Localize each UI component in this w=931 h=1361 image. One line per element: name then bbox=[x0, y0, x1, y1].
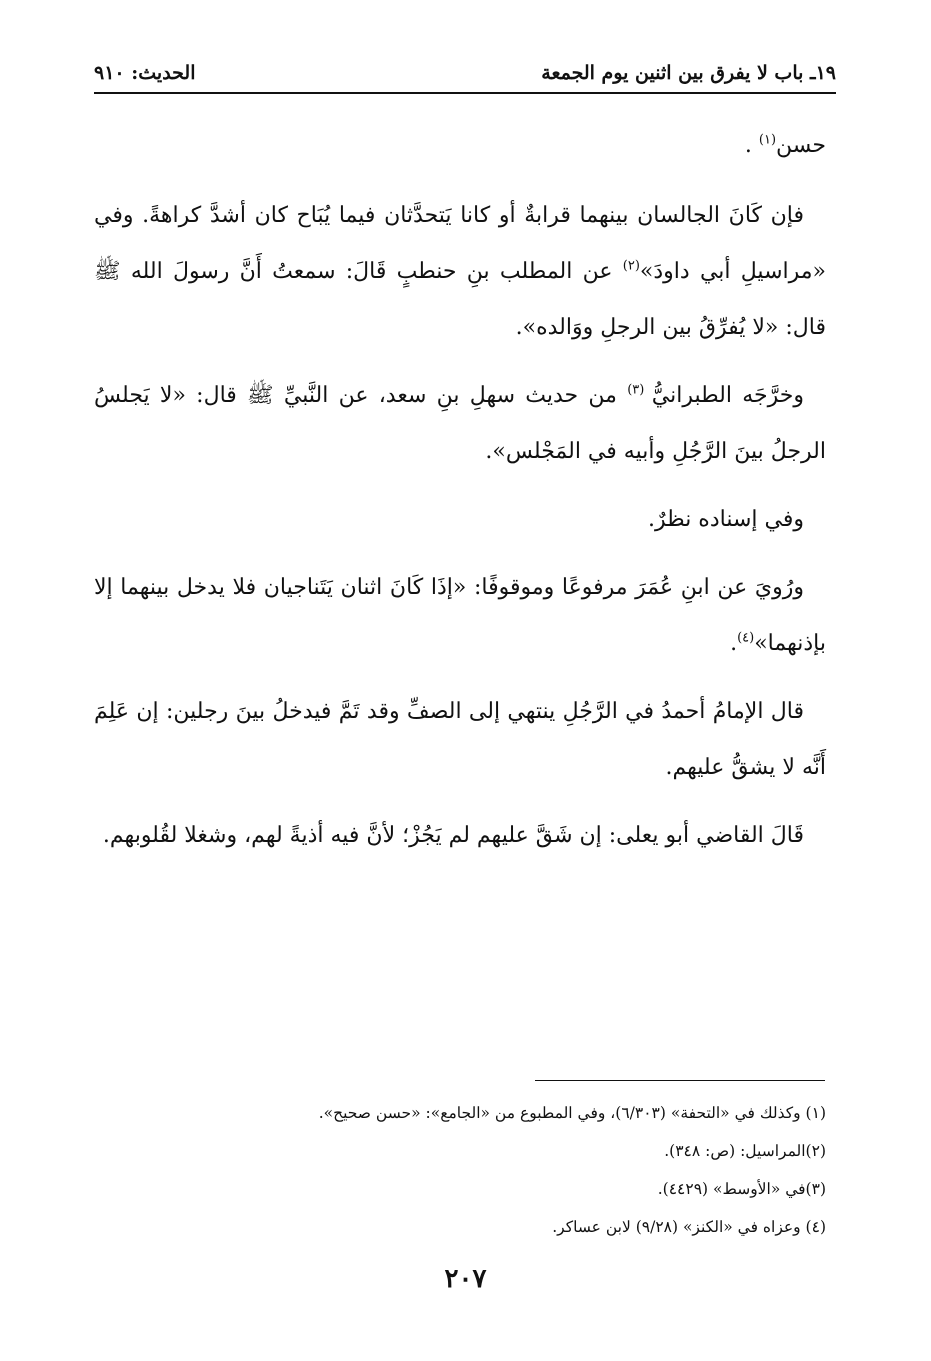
paragraph-1: حسن$^{(١)}$ . bbox=[744, 132, 826, 158]
footnote-ref-2[interactable]: (٢) bbox=[622, 258, 640, 274]
footnote-separator bbox=[535, 1080, 825, 1081]
paragraph-3: وخرَّجَه الطبرانيُّ $^{(٣)}$ من حديث سهلِ بنِ سعد، عن النَّبيِّ ﷺ قال: «لا يَجلسُ الرجلُ بينَ الرَّجُلِ وأبيه في المَجْلس». bbox=[94, 382, 826, 464]
paragraph-4: وفي إسناده نظرٌ. bbox=[648, 507, 804, 532]
paragraph-5: ورُويَ عن ابنِ عُمَرَ مرفوعًا وموقوفًا: «إذَا كَانَ اثنان يَتَناجيان فلا يدخل بينهما إلا بإذنهما»$^{(٤)}$. bbox=[94, 575, 826, 656]
page-number: ٢٠٧ bbox=[444, 1264, 487, 1294]
footnote-ref-1[interactable]: (١) bbox=[758, 132, 777, 148]
hadith-number: الحديث: ٩١٠ bbox=[94, 62, 196, 84]
footnotes bbox=[94, 1094, 826, 1246]
paragraph-6: قال الإمامُ أحمدُ في الرَّجُلِ ينتهي إلى الصفِّ وقد تَمَّ فيدخلُ بينَ رجلين: إن عَلِمَ أَنَّه لا يشقُّ عليهم. bbox=[94, 699, 826, 780]
footnote-3: (٣)في «الأوسط» (٤٤٢٩). bbox=[657, 1180, 826, 1198]
footnote-ref-3[interactable]: (٣) bbox=[627, 382, 652, 398]
footnote-4: (٤) وعزاه في «الكنز» (٩/٢٨) لابن عساكر. bbox=[552, 1218, 826, 1236]
paragraph-2: فإن كَانَ الجالسان بينهما قرابةٌ أو كانا يَتحدَّثان فيما يُبَاح كان أشدَّ كراهةً. وفي «مراسيلِ أبي داودَ»$^{(٢)}$ عن المطلب بنِ حنطبٍ قَالَ: سمعتُ أَنَّ رسولَ الله ﷺ قال: «لا يُفرِّقُ بين الرجلِ ووَالده». bbox=[94, 203, 827, 340]
paragraph-7: قَالَ القاضي أبو يعلى: إن شَقَّ عليهم لم يَجُزْ؛ لأنَّ فيه أذيةً لهم، وشغلا لقُلوبهم. bbox=[102, 823, 804, 848]
running-header bbox=[94, 58, 836, 88]
footnote-ref-4[interactable]: (٤) bbox=[737, 630, 755, 646]
header-rule bbox=[94, 92, 836, 94]
footnote-2: (٢)المراسيل: (ص: ٣٤٨). bbox=[664, 1142, 826, 1160]
main-text bbox=[94, 118, 826, 876]
footnote-1: (١) وكذلك في «التحفة» (٦/٣٠٣)، وفي المطبوع من «الجامع»: «حسن صحيح». bbox=[318, 1104, 826, 1122]
chapter-title: ١٩ـ باب لا يفرق بين اثنين يوم الجمعة bbox=[541, 62, 836, 84]
